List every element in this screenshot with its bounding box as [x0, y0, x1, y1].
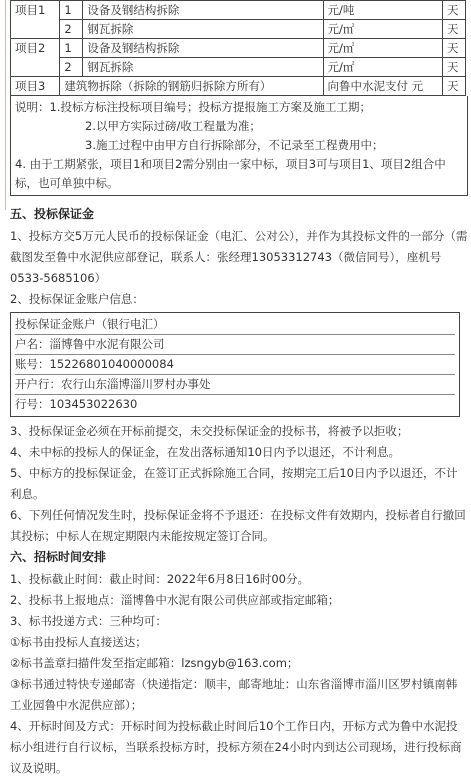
table-row	[11, 77, 466, 96]
account-line: 户名：淄博鲁中水泥有限公司	[15, 335, 455, 355]
table-row	[11, 58, 466, 77]
days-cell: 天	[442, 1, 465, 20]
project-cell: 项目3	[11, 77, 60, 96]
days-cell: 天	[442, 20, 465, 39]
paragraph: 1、投标方交5万元人民币的投标保证金（电汇、公对公），并作为其投标文件的一部分（需截图发至鲁中水泥供应部登记，联系人：张经理13053312743（微信同号），座机号0533-5685106）	[10, 229, 468, 285]
item-no-cell: 1	[60, 1, 83, 20]
section-title: 六、招标时间安排	[10, 550, 107, 564]
paragraph: 3、标书投递方式：三种均可：	[10, 614, 167, 628]
bid-items-table	[10, 0, 466, 96]
paragraph: 1、投标截止时间：截止时间：2022年6月8日16时00分。	[10, 572, 309, 586]
table-row	[11, 20, 466, 39]
item-no-cell: 1	[60, 39, 83, 58]
paragraph: 2、投标保证金账户信息：	[10, 292, 144, 306]
section-title: 五、投标保证金	[10, 207, 95, 221]
days-cell: 天	[442, 77, 465, 96]
item-name-cell: 设备及钢结构拆除	[83, 39, 323, 58]
table-row	[11, 1, 466, 20]
note-line: 4. 由于工期紧张，项目1和项目2需分别由一家中标，项目3可与项目1、项目2组合中标，也可单独中标。	[15, 157, 446, 190]
note-line: 2.以甲方实际过磅/收工程量为准；	[85, 119, 261, 133]
paragraph: 5、中标方的投标保证金，在签订正式拆除施工合同，按期完工后10日内予以退还，不计利息。	[10, 466, 458, 501]
paragraph: 4、开标时间及方式：开标时间为投标截止时间后10个工作日内，开标方式为鲁中水泥投标小组进行自行议标，当联系投标方时，投标方须在24小时内到达公司现场，进行投标商议及说明。	[10, 719, 462, 775]
unit-cell: 元/㎡	[323, 39, 442, 58]
project-cell: 项目1	[11, 1, 60, 39]
unit-cell: 向鲁中水泥支付 元	[323, 77, 442, 96]
days-cell: 天	[442, 39, 465, 58]
unit-cell: 元/㎡	[323, 20, 442, 39]
account-line: 账号：15226801040000084	[15, 355, 455, 375]
note-line: 3.施工过程中由甲方自行拆除部分，不记录至工程费用中；	[85, 138, 384, 152]
paragraph: ②标书盖章扫描件发至指定邮箱：lzsngyb@163.com；	[10, 656, 299, 670]
paragraph: 6、下列任何情况发生时，投标保证金将不予退还：在投标文件有效期内，投标者自行撤回其投标；中标人在规定期限内未能按规定签订合同。	[10, 508, 466, 543]
paragraph: ③标书通过特快专递邮寄（快递指定：顺丰，邮寄地址：山东省淄博市淄川区罗村镇南韩工业园鲁中水泥供应部）；	[10, 677, 458, 712]
item-name-cell: 钢瓦拆除	[83, 58, 323, 77]
left-margin-line	[5, 0, 6, 210]
table-row	[11, 39, 466, 58]
paragraph: 4、未中标的投标人的保证金，在发出落标通知10日内予以退还，不计利息。	[10, 445, 400, 459]
item-no-cell: 2	[60, 58, 83, 77]
item-no-cell: 2	[60, 20, 83, 39]
section-schedule	[10, 547, 468, 779]
paragraph: 2、投标书上报地点：淄博鲁中水泥有限公司供应部或指定邮箱；	[10, 593, 340, 607]
days-cell: 天	[442, 58, 465, 77]
note-line: 说明：1.投标方标注投标项目编号；投标方提报施工方案及施工工期；	[15, 100, 371, 114]
account-line: 投标保证金账户（银行电汇）	[15, 315, 455, 335]
account-line: 开户行：农行山东淄博淄川罗村办事处	[15, 375, 455, 395]
account-info-box	[10, 312, 460, 417]
account-line: 行号：103453022630	[15, 397, 138, 411]
item-name-cell: 建筑物拆除（拆除的钢筋归拆除方所有）	[60, 77, 323, 96]
table-notes	[10, 96, 468, 196]
unit-cell: 元/吨	[323, 1, 442, 20]
paragraph: ①标书由投标人直接送达；	[10, 635, 147, 649]
paragraph: 3、投标保证金必须在开标前提交，未交投标保证金的投标书，将被予以拒收；	[10, 424, 409, 438]
section-deposit	[10, 204, 468, 547]
item-name-cell: 钢瓦拆除	[83, 20, 323, 39]
item-name-cell: 设备及钢结构拆除	[83, 1, 323, 20]
project-cell: 项目2	[11, 39, 60, 77]
document-body	[10, 0, 468, 779]
unit-cell: 元/㎡	[323, 58, 442, 77]
